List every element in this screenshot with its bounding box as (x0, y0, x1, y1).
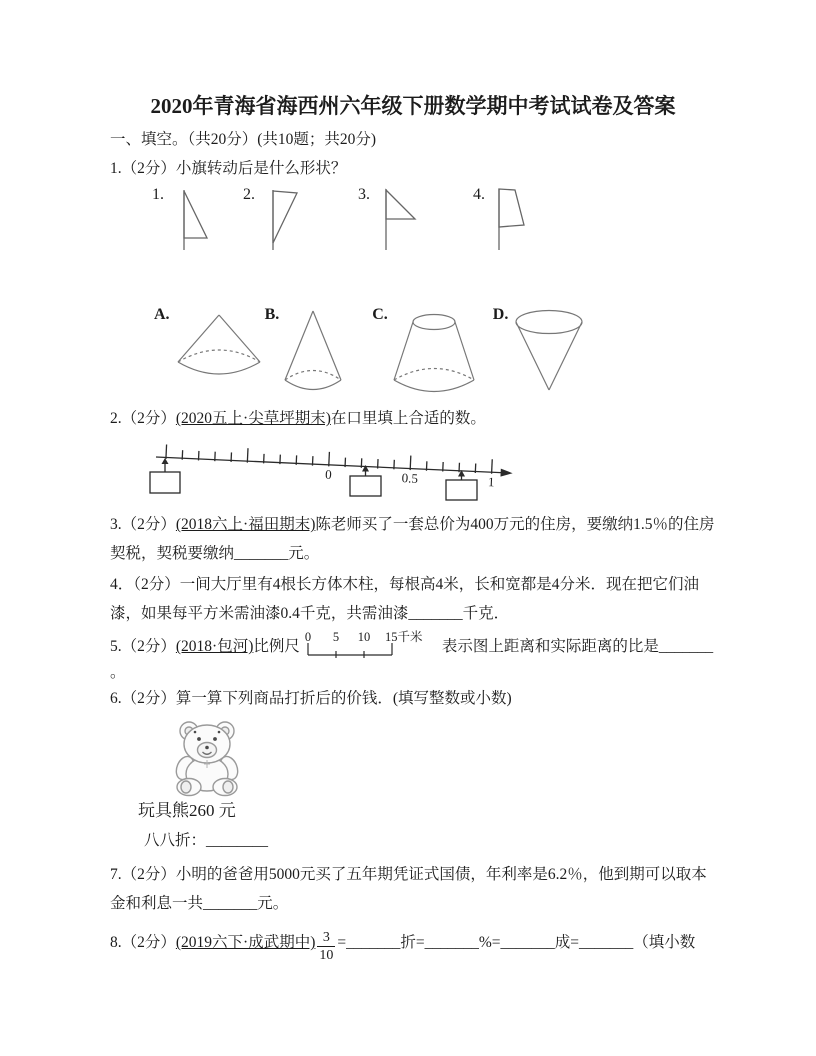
q4-number: 4．（2分） (110, 576, 180, 594)
numberline-label-1: 1 (487, 474, 495, 490)
flag-figure-1 (152, 186, 213, 254)
q1-flag-figures (152, 186, 716, 254)
flag-2-drawing (258, 186, 304, 254)
numberline-label-05: 0.5 (401, 470, 419, 487)
q4-line (110, 570, 716, 628)
scale-bar-figure (302, 630, 440, 660)
flag-2-label: 2. (243, 186, 255, 204)
flag-4-drawing (488, 186, 534, 254)
option-b (265, 306, 345, 396)
flag-3-label: 3. (358, 186, 370, 204)
flag-4-label: 4. (473, 186, 485, 204)
q8-eq1: = (337, 934, 347, 952)
scale-label-0: 0 (304, 630, 312, 645)
option-a (154, 306, 261, 378)
q3-number: 3.（2分） (110, 516, 176, 534)
q8-blank-2: _______ (424, 934, 479, 952)
q6-answer-blank: ________ (206, 832, 269, 850)
q3-suffix: 元。 (288, 545, 320, 563)
q3-text: 陈老师买了一套总价为400万元的住房，要缴纳1.5％的住房契税，契税要缴纳 (110, 516, 715, 563)
q4-answer-blank: _______ (408, 605, 463, 623)
number-line-figure (146, 432, 526, 506)
scale-label-15km: 15千米 (384, 630, 423, 645)
q7-suffix: 元。 (257, 895, 289, 913)
fraction-3-over-10 (317, 930, 335, 964)
q1-options (154, 306, 716, 398)
toy-bear-price-label: 玩具熊260 元 (138, 801, 236, 821)
q3-answer-blank: _______ (234, 545, 289, 563)
q8-number: 8.（2分） (110, 934, 176, 952)
q8-blank-1: _______ (346, 934, 401, 952)
q2-line (110, 408, 716, 430)
q4-suffix: 千克． (462, 605, 510, 623)
numberline-label-0: 0 (324, 467, 332, 483)
flag-figure-4 (473, 186, 534, 254)
q8-eq3: %= (478, 934, 501, 952)
cone-d-drawing (511, 306, 587, 394)
flag-figure-3 (358, 186, 419, 254)
q8-source: (2019六下·成武期中) (175, 934, 316, 952)
flag-1-label: 1. (152, 186, 164, 204)
option-a-label: A. (154, 306, 170, 324)
q5-number: 5.（2分） (110, 638, 176, 656)
q3-source: (2018六上·福田期末) (175, 516, 316, 534)
q2-text: 在口里填上合适的数。 (330, 410, 486, 428)
option-d (493, 306, 588, 394)
teddy-bear-image (162, 716, 252, 798)
q2-source: (2020五上·尖草坪期末) (175, 410, 331, 428)
fraction-numerator: 3 (317, 930, 335, 947)
q8-blank-4: _______ (579, 934, 634, 952)
option-c (372, 306, 477, 398)
q4-text: 一间大厅里有4根长方体木柱，每根高4米，长和宽都是4分米．现在把它们油漆，如果每平方米需油漆0.4千克，共需油漆 (110, 576, 700, 623)
cone-a-drawing (173, 306, 261, 378)
page-title: 2020年青海省海西州六年级下册数学期中考试试卷及答案 (150, 94, 676, 118)
q1-text: 1.（2分）小旗转动后是什么形状？ (110, 160, 347, 178)
q7-answer-blank: _______ (203, 895, 258, 913)
q5-period: 。 (110, 664, 126, 682)
q7-text: 7.（2分）小明的爸爸用5000元买了五年期凭证式国债，年利率是6.2％，他到期可以取本金和利息一共 (110, 866, 707, 913)
q5-answer-blank: _______ (658, 638, 714, 656)
fraction-denominator: 10 (319, 948, 334, 964)
option-d-label: D. (492, 306, 509, 324)
q5-text-before: 比例尺 (253, 638, 300, 656)
option-b-label: B. (264, 306, 280, 324)
flag-1-drawing (167, 186, 213, 254)
flag-figure-2 (243, 186, 304, 254)
scale-label-5: 5 (332, 630, 340, 645)
q5-source: (2018·包河) (175, 638, 254, 656)
q8-blank-3: _______ (500, 934, 555, 952)
option-c-label: C. (372, 306, 388, 324)
cone-b-drawing (282, 306, 344, 396)
q3-line (110, 510, 716, 568)
cone-c-drawing (391, 306, 477, 398)
q2-number: 2.（2分） (110, 410, 176, 428)
scale-label-10: 10 (357, 630, 371, 645)
q5-line (110, 630, 716, 662)
q6-text: 6.（2分）算一算下列商品打折后的价钱．(填写整数或小数) (110, 690, 512, 708)
flag-3-drawing (373, 186, 419, 254)
discount-label: 八八折： (144, 832, 207, 850)
q6-discount-line (144, 830, 716, 852)
q7-line (110, 860, 716, 918)
q8-eq4: 成= (554, 934, 580, 952)
q5-text-after: 表示图上距离和实际距离的比是 (441, 638, 659, 656)
q8-suffix: （填小数 (633, 934, 696, 952)
section-header: 一、填空。（共20分）(共10题；共20分) (110, 131, 377, 149)
q8-line (110, 928, 716, 963)
q8-eq2: 折= (400, 934, 425, 952)
page-content (110, 92, 716, 964)
